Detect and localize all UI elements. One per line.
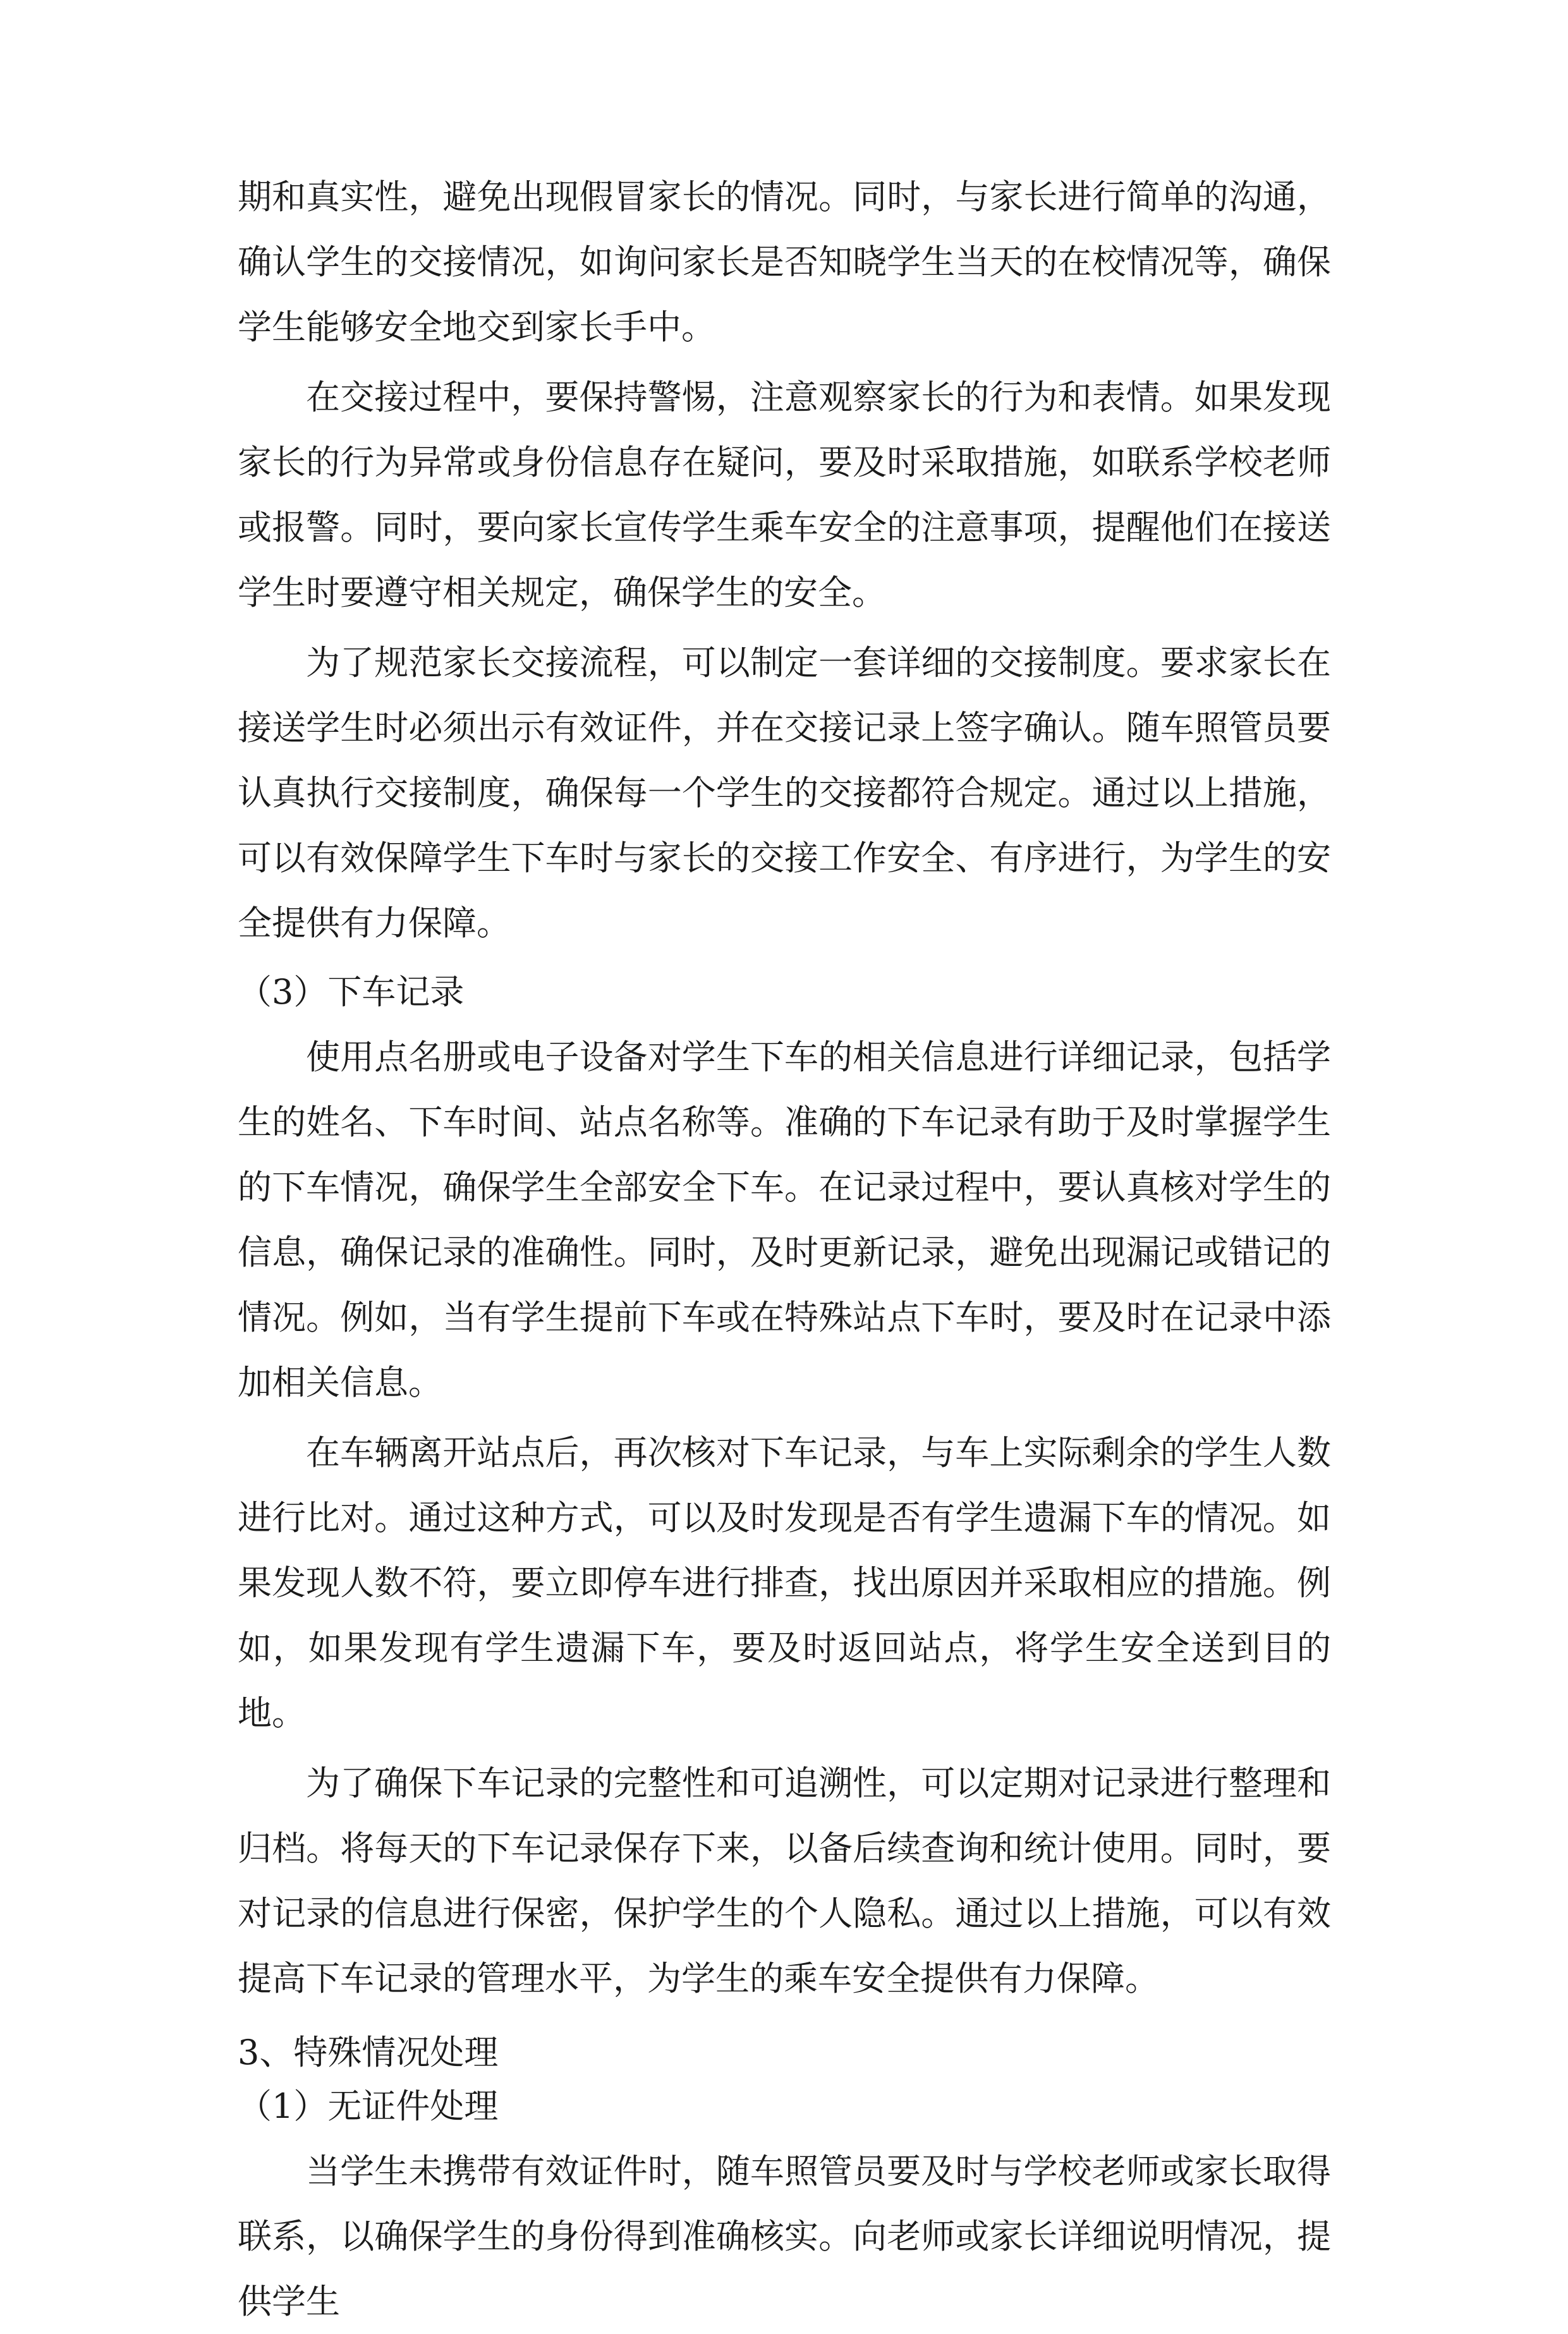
paragraph-record-check: 在车辆离开站点后，再次核对下车记录，与车上实际剩余的学生人数进行比对。通过这种方式，可以及时发现是否有学生遗漏下车的情况。如果发现人数不符，要立即停车进行排查，找出原因并采取相应的措施。例如，如果发现有学生遗漏下车，要及时返回站点，将学生安全送到目的地。 — [238, 1433, 1331, 1733]
subheading-no-id: （1）无证件处理 — [238, 2086, 499, 2126]
paragraph-record-archive: 为了确保下车记录的完整性和可追溯性，可以定期对记录进行整理和归档。将每天的下车记录保存下来，以备后续查询和统计使用。同时，要对记录的信息进行保密，保护学生的个人隐私。通过以上措施，可以有效提高下车记录的管理水平，为学生的乘车安全提供有力保障。 — [238, 1763, 1331, 1998]
paragraph-handover-rules: 为了规范家长交接流程，可以制定一套详细的交接制度。要求家长在接送学生时必须出示有效证件，并在交接记录上签字确认。随车照管员要认真执行交接制度，确保每一个学生的交接都符合规定。通过以上措施，可以有效保障学生下车时与家长的交接工作安全、有序进行，为学生的安全提供有力保障。 — [238, 643, 1331, 943]
paragraph-handover-vigilance: 在交接过程中，要保持警惕，注意观察家长的行为和表情。如果发现家长的行为异常或身份信息存在疑问，要及时采取措施，如联系学校老师或报警。同时，要向家长宣传学生乘车安全的注意事项，提醒他们在接送学生时要遵守相关规定，确保学生的安全。 — [238, 377, 1331, 612]
paragraph-continuation: 期和真实性，避免出现假冒家长的情况。同时，与家长进行简单的沟通，确认学生的交接情况，如询问家长是否知晓学生当天的在校情况等，确保学生能够安全地交到家长手中。 — [238, 177, 1331, 347]
paragraph-no-id-handling: 当学生未携带有效证件时，随车照管员要及时与学校老师或家长取得联系，以确保学生的身份得到准确核实。向老师或家长详细说明情况，提供学生 — [238, 2151, 1331, 2321]
document-body — [238, 164, 1331, 2334]
paragraph-record-usage: 使用点名册或电子设备对学生下车的相关信息进行详细记录，包括学生的姓名、下车时间、站点名称等。准确的下车记录有助于及时掌握学生的下车情况，确保学生全部安全下车。在记录过程中，要认真核对学生的信息，确保记录的准确性。同时，及时更新记录，避免出现漏记或错记的情况。例如，当有学生提前下车或在特殊站点下车时，要及时在记录中添加相关信息。 — [238, 1037, 1331, 1402]
subheading-dropoff-record: （3）下车记录 — [238, 972, 465, 1012]
heading-special-cases: 3、特殊情况处理 — [238, 2033, 499, 2072]
